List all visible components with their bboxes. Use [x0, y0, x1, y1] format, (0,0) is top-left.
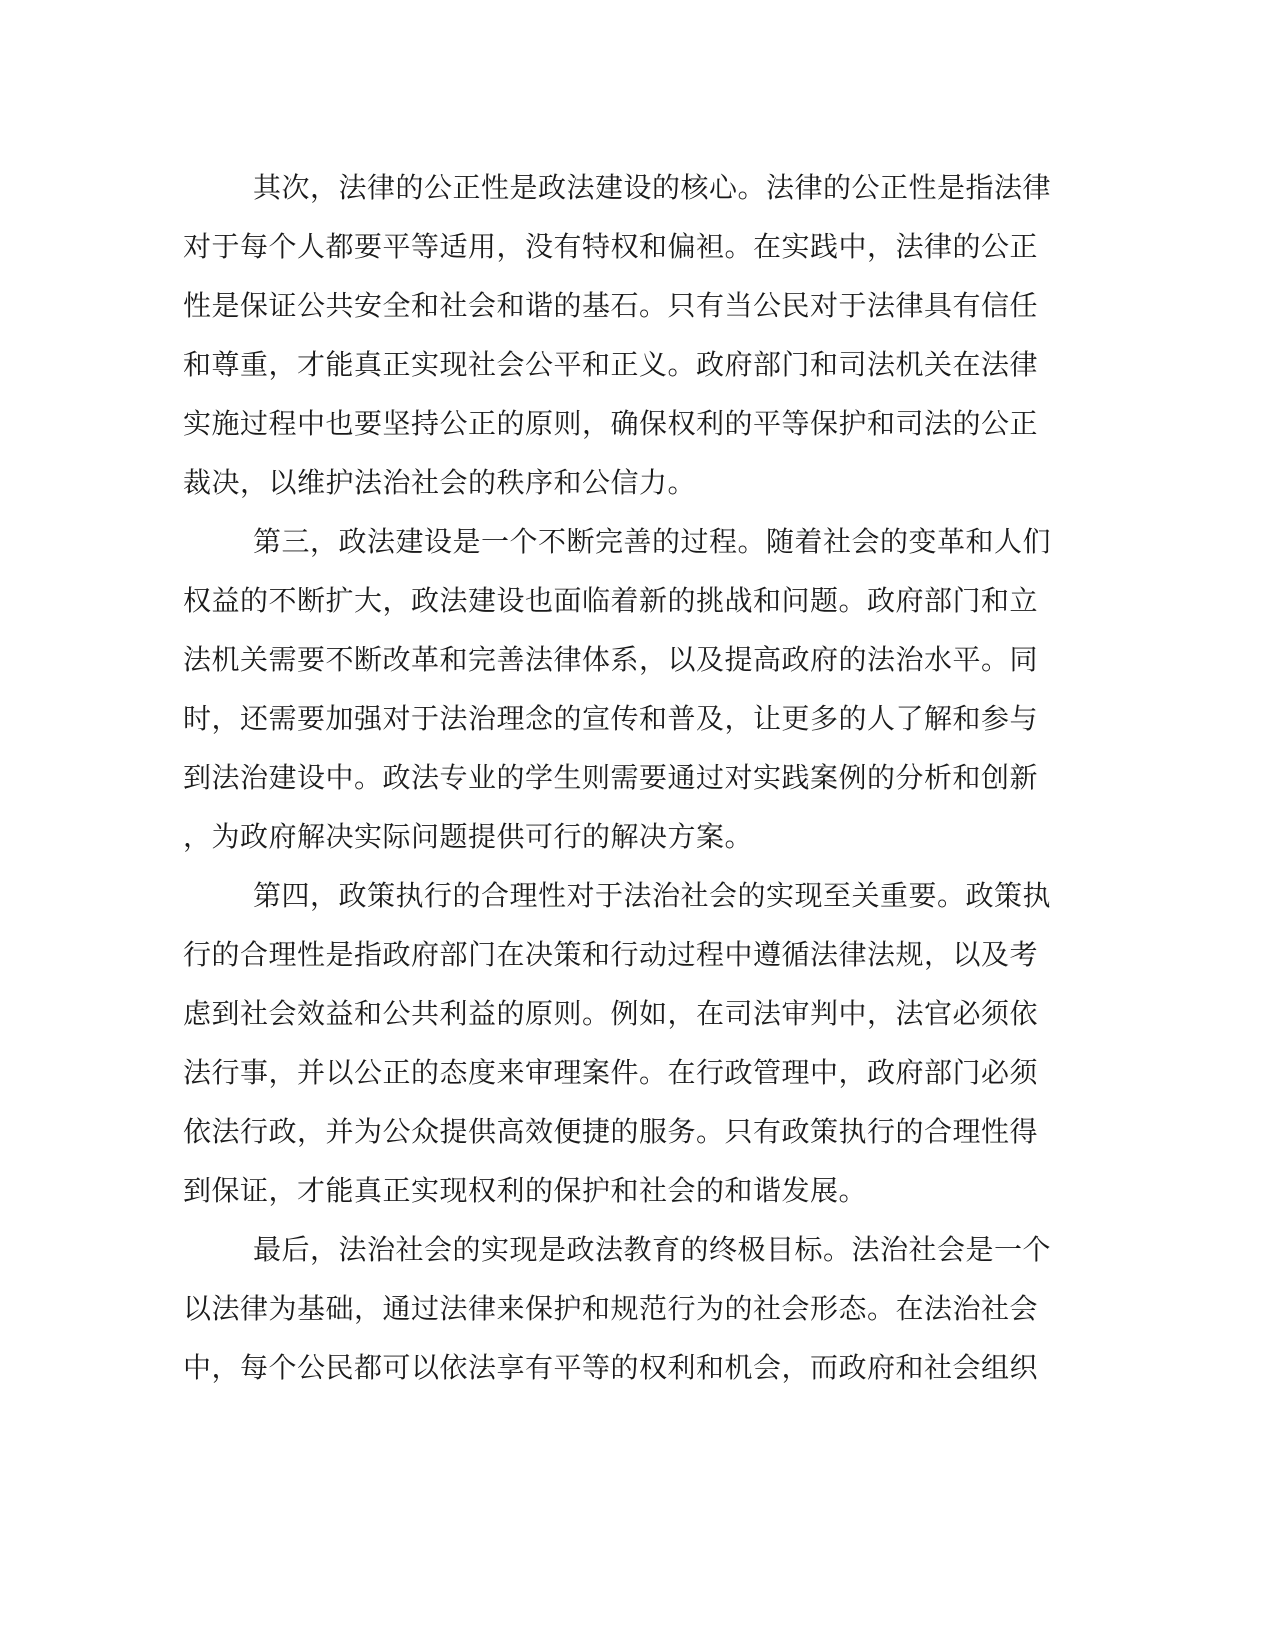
text-line: 中，每个公民都可以依法享有平等的权利和机会，而政府和社会组织	[183, 1351, 1039, 1384]
text-line: 和尊重，才能真正实现社会公平和正义。政府部门和司法机关在法律	[183, 348, 1039, 381]
text-line: 实施过程中也要坚持公正的原则，确保权利的平等保护和司法的公正	[183, 407, 1039, 440]
paragraph-rule-of-law	[183, 1220, 1052, 1397]
text-line: 法行事，并以公正的态度来审理案件。在行政管理中，政府部门必须	[183, 1056, 1039, 1089]
text-line: 其次，法律的公正性是政法建设的核心。法律的公正性是指法律	[253, 171, 1052, 204]
text-line: 裁决，以维护法治社会的秩序和公信力。	[183, 466, 697, 499]
text-line: 依法行政，并为公众提供高效便捷的服务。只有政策执行的合理性得	[183, 1115, 1039, 1148]
text-line: 第四，政策执行的合理性对于法治社会的实现至关重要。政策执	[253, 879, 1052, 912]
text-line: 对于每个人都要平等适用，没有特权和偏袒。在实践中，法律的公正	[183, 230, 1039, 263]
text-line: 时，还需要加强对于法治理念的宣传和普及，让更多的人了解和参与	[183, 702, 1039, 735]
text-line: 法机关需要不断改革和完善法律体系，以及提高政府的法治水平。同	[183, 643, 1039, 676]
paragraph-policy	[183, 866, 1052, 1220]
paragraph-justice	[183, 158, 1052, 512]
text-line: 最后，法治社会的实现是政法教育的终极目标。法治社会是一个	[253, 1233, 1052, 1266]
text-line: 权益的不断扩大，政法建设也面临着新的挑战和问题。政府部门和立	[183, 584, 1039, 617]
document-body	[183, 158, 1052, 1397]
text-line: 到保证，才能真正实现权利的保护和社会的和谐发展。	[183, 1174, 868, 1207]
text-line: ，为政府解决实际问题提供可行的解决方案。	[183, 820, 754, 853]
text-line: 到法治建设中。政法专业的学生则需要通过对实践案例的分析和创新	[183, 761, 1039, 794]
text-line: 行的合理性是指政府部门在决策和行动过程中遵循法律法规，以及考	[183, 938, 1039, 971]
paragraph-improvement	[183, 512, 1052, 866]
text-line: 第三，政法建设是一个不断完善的过程。随着社会的变革和人们	[253, 525, 1052, 558]
text-line: 性是保证公共安全和社会和谐的基石。只有当公民对于法律具有信任	[183, 289, 1039, 322]
text-line: 以法律为基础，通过法律来保护和规范行为的社会形态。在法治社会	[183, 1292, 1039, 1325]
text-line: 虑到社会效益和公共利益的原则。例如，在司法审判中，法官必须依	[183, 997, 1039, 1030]
